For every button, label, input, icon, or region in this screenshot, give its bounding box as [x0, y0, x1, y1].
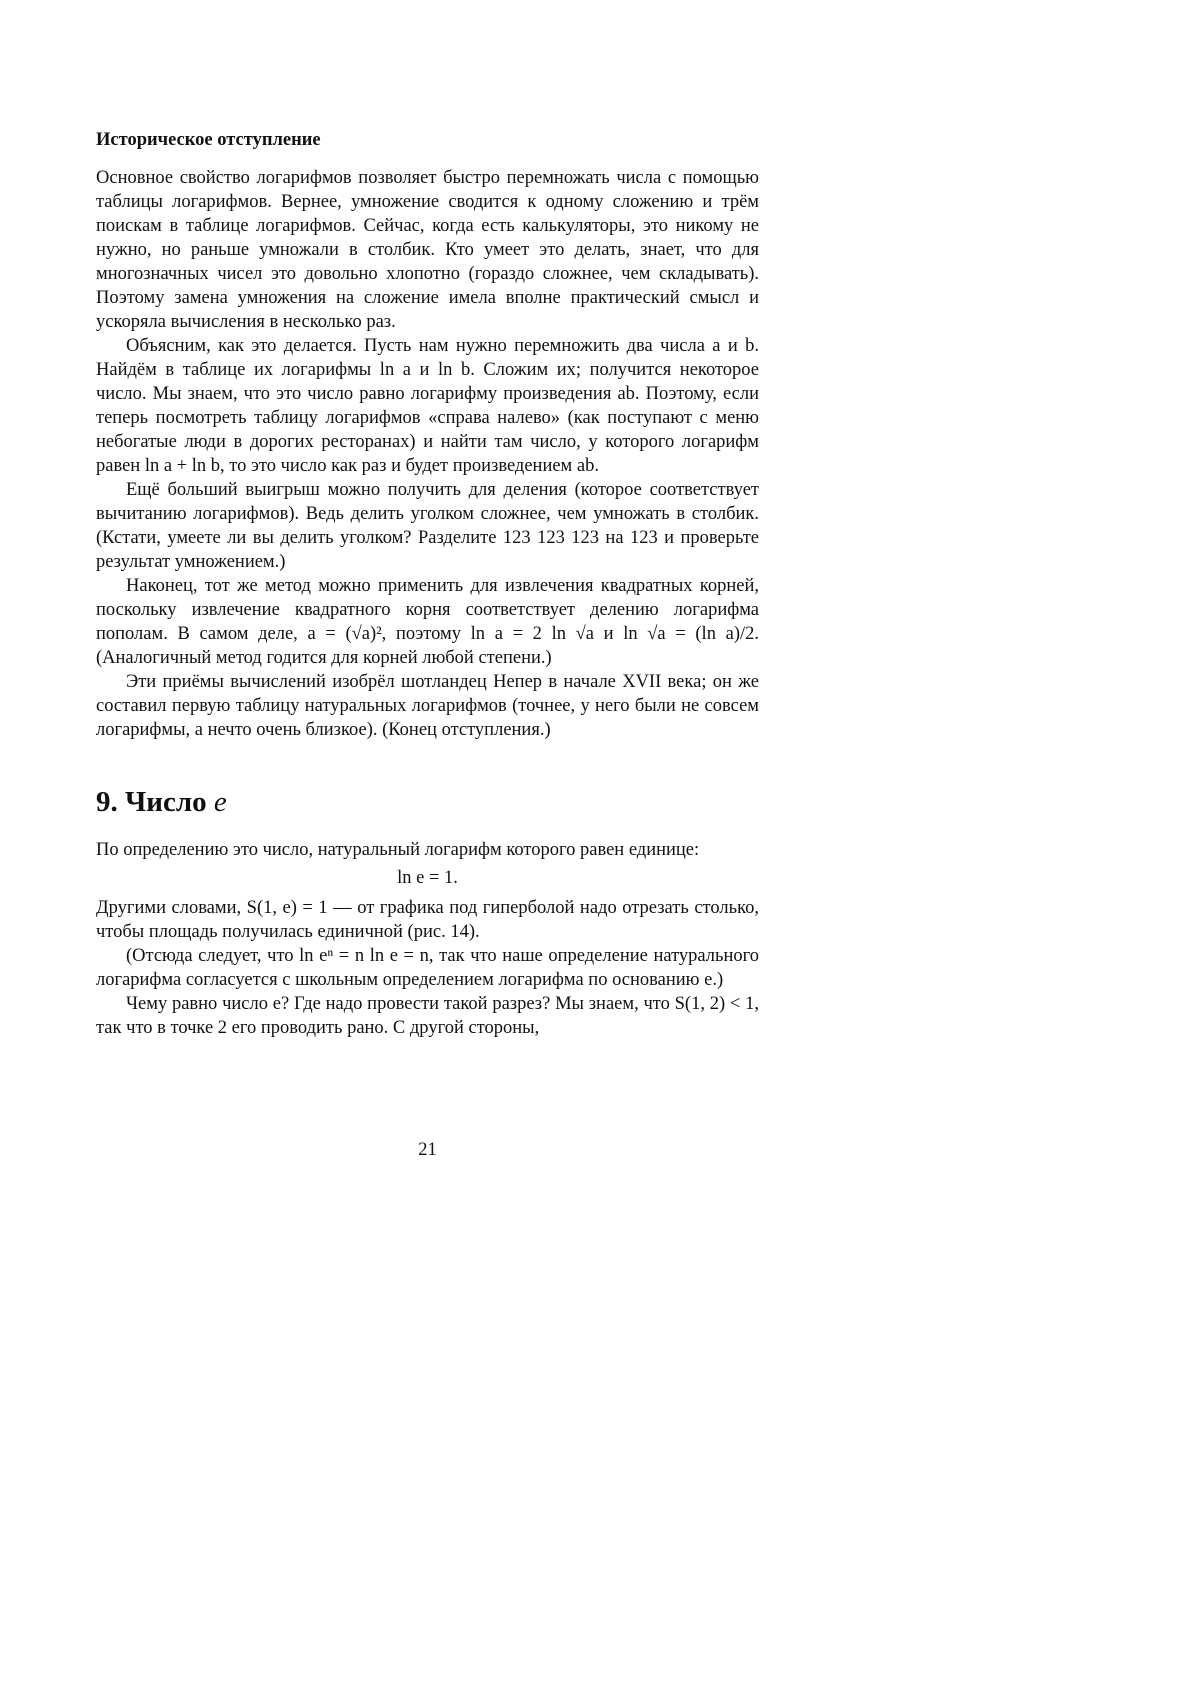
section-intro: По определению это число, натуральный логарифм которого равен единице: — [96, 840, 700, 860]
section-paragraph-3: Чему равно число e? Где надо провести такой разрез? Мы знаем, что S(1, 2) < 1, так что в точке 2 его проводить рано. С другой стороны, — [96, 994, 759, 1038]
section-paragraph-1: Другими словами, S(1, e) = 1 — от графика под гиперболой надо отрезать столько, чтобы площадь получилась единичной (рис. 14). — [96, 898, 759, 942]
digression-heading: Историческое отступление — [96, 130, 321, 150]
digression-paragraph-4: Наконец, тот же метод можно применить для извлечения квадратных корней, поскольку извлечение квадратного корня соответствует делению логарифма пополам. В самом деле, a = (√a)², поэтому ln a = 2 ln √a и ln √a = (ln a)/2. (Аналогичный метод годится для корней любой степени.) — [96, 576, 759, 668]
page-body — [96, 128, 759, 1040]
digression-paragraph-3: Ещё больший выигрыш можно получить для деления (которое соответствует вычитанию логарифмов). Ведь делить уголком сложнее, чем умножать в столбик. (Кстати, умеете ли вы делить уголком? Разделите 123 123 123 на 123 и проверьте результат умножением.) — [96, 480, 759, 572]
digression-paragraph-5: Эти приёмы вычислений изобрёл шотландец Непер в начале XVII века; он же составил первую таблицу натуральных логарифмов (точнее, у него были не совсем логарифмы, а нечто очень близкое). (Конец отступления.) — [96, 672, 759, 740]
definition-formula: ln e = 1. — [397, 868, 458, 888]
section-paragraph-2: (Отсюда следует, что ln eⁿ = n ln e = n, так что наше определение натурального логарифма согласуется с школьным определением логарифма по основанию e.) — [96, 946, 759, 990]
digression-paragraph-2: Объясним, как это делается. Пусть нам нужно перемножить два числа a и b. Найдём в таблице их логарифмы ln a и ln b. Сложим их; получится некоторое число. Мы знаем, что это число равно логарифму произведения ab. Поэтому, если теперь посмотреть таблицу логарифмов «справа налево» (как поступают с меню небогатые люди в дорогих ресторанах) и найти там число, у которого логарифм равен ln a + ln b, то это число как раз и будет произведением ab. — [96, 336, 759, 476]
section-title-symbol: e — [213, 786, 227, 818]
section-number: 9. — [96, 786, 118, 818]
page-number: 21 — [418, 1140, 437, 1160]
section-title — [96, 784, 759, 820]
digression-paragraph-1: Основное свойство логарифмов позволяет быстро перемножать числа с помощью таблицы логарифмов. Вернее, умножение сводится к одному сложению и трём поискам в таблице логарифмов. Сейчас, когда есть калькуляторы, это никому не нужно, но раньше умножали в столбик. Кто умеет это делать, знает, что для многозначных чисел это довольно хлопотно (гораздо сложнее, чем складывать). Поэтому замена умножения на сложение имела вполне практический смысл и ускоряла вычисления в несколько раз. — [96, 168, 759, 332]
section-title-text: Число — [125, 786, 207, 818]
